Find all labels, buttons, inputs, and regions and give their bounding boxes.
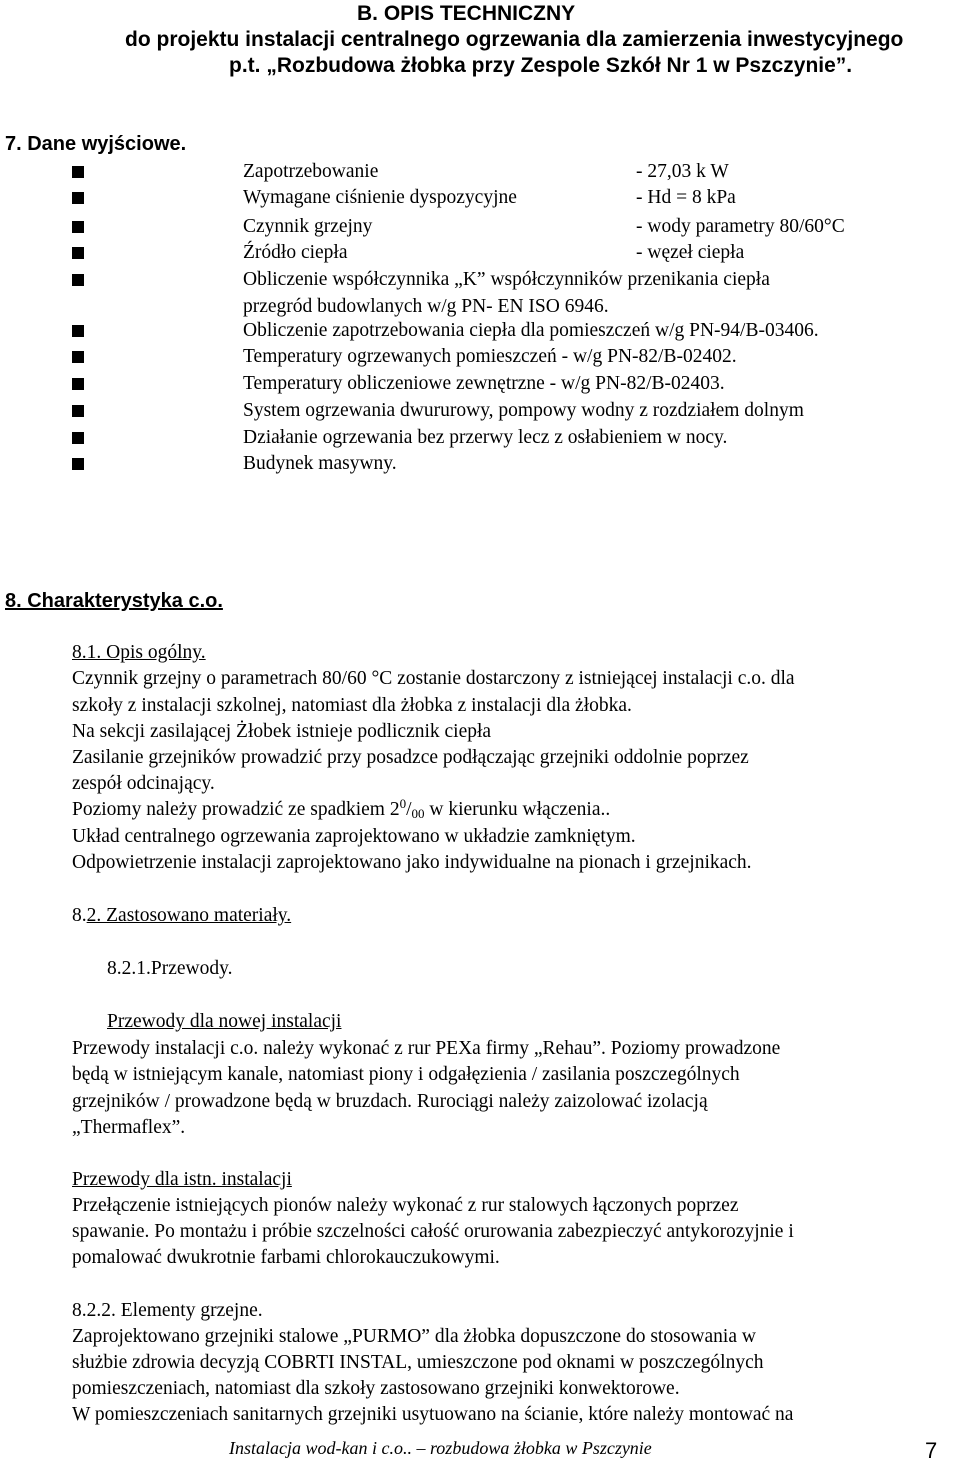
bullet-icon (72, 274, 84, 286)
slope-subscript: 00 (411, 806, 425, 821)
section-7-heading: 7. Dane wyjściowe. (5, 133, 187, 155)
section-8-1-title: 8.1. Opis ogólny. (72, 642, 206, 663)
bullet-icon (72, 325, 84, 337)
page-number: 7 (925, 1438, 938, 1463)
slope-text-end: w kierunku włączenia.. (424, 799, 611, 820)
list-item: System ogrzewania dwururowy, pompowy wodny z rozdziałem dolnym (243, 400, 804, 421)
bullet-icon (72, 405, 84, 417)
existing-installation-heading: Przewody dla istn. instalacji (72, 1169, 292, 1190)
paragraph-line: zespół odcinający. (72, 773, 215, 794)
section-8-2-2-title: 8.2.2. Elementy grzejne. (72, 1300, 263, 1321)
section-8-2-1-title: 8.2.1.Przewody. (107, 958, 233, 979)
paragraph-line: „Thermaflex”. (72, 1117, 186, 1138)
bullet-icon (72, 432, 84, 444)
doc-subtitle: do projektu instalacji centralnego ogrzewania dla zamierzenia inwestycyjnego (125, 28, 904, 51)
param-value: - 27,03 k W (636, 161, 729, 182)
paragraph-line: Układ centralnego ogrzewania zaprojektowano w układzie zamkniętym. (72, 826, 636, 847)
list-item-continuation: przegród budowlanych w/g PN- EN ISO 6946. (243, 296, 609, 317)
paragraph-line: Czynnik grzejny o parametrach 80/60 °C zostanie dostarczony z istniejącej instalacji c.o. dla (72, 668, 795, 689)
paragraph-line: Przełączenie istniejących pionów należy wykonać z rur stalowych łączonych poprzez (72, 1195, 739, 1216)
param-value: - Hd = 8 kPa (636, 187, 736, 208)
paragraph-line: pomieszczeniach, natomiast dla szkoły zastosowano grzejniki konwektorowe. (72, 1378, 680, 1399)
bullet-icon (72, 458, 84, 470)
paragraph-line: będą w istniejącym kanale, natomiast piony i odgałęzienia / zasilania poszczególnych (72, 1064, 740, 1085)
doc-project-name: p.t. „Rozbudowa żłobka przy Zespole Szkół Nr 1 w Pszczynie”. (229, 54, 853, 77)
slope-superscript: 0 (399, 796, 407, 811)
paragraph-line: Zaprojektowano grzejniki stalowe „PURMO” dla żłobka dopuszczone do stosowania w (72, 1326, 756, 1347)
bullet-icon (72, 351, 84, 363)
bullet-icon (72, 247, 84, 259)
section-8-heading: 8. Charakterystyka c.o. (5, 590, 223, 612)
list-item: Budynek masywny. (243, 453, 397, 474)
section-8-2-label: 2. Zastosowano materiały. (86, 905, 292, 926)
param-label: Wymagane ciśnienie dyspozycyjne (243, 187, 517, 208)
list-item: Temperatury obliczeniowe zewnętrzne - w/g PN-82/B-02403. (243, 373, 725, 394)
param-label: Zapotrzebowanie (243, 161, 379, 182)
page-footer: Instalacja wod-kan i c.o.. – rozbudowa żłobka w Pszczynie (229, 1438, 652, 1458)
section-8-2-number: 8. (72, 905, 87, 926)
paragraph-line: spawanie. Po montażu i próbie szczelności całość orurowania zabezpieczyć antykorozyjnie i (72, 1221, 794, 1242)
bullet-icon (72, 221, 84, 233)
doc-title: B. OPIS TECHNICZNY (357, 2, 576, 25)
paragraph-line: Zasilanie grzejników prowadzić przy posadzce podłączając grzejniki oddolnie poprzez (72, 747, 749, 768)
paragraph-line: W pomieszczeniach sanitarnych grzejniki usytuowano na ścianie, które należy montować na (72, 1404, 794, 1425)
bullet-icon (72, 378, 84, 390)
param-value: - wody parametry 80/60°C (636, 216, 845, 237)
param-label: Źródło ciepła (243, 242, 348, 263)
slope-text: Poziomy należy prowadzić ze spadkiem 2 (72, 799, 400, 820)
list-item: Obliczenie zapotrzebowania ciepła dla pomieszczeń w/g PN-94/B-03406. (243, 320, 819, 341)
paragraph-line: Na sekcji zasilającej Żłobek istnieje podlicznik ciepła (72, 721, 492, 742)
param-value: - węzeł ciepła (636, 242, 745, 263)
section-8-2-title (72, 906, 291, 926)
list-item: Obliczenie współczynnika „K” współczynników przenikania ciepła (243, 269, 770, 290)
paragraph-line: służbie zdrowia decyzją COBRTI INSTAL, umieszczone pod oknami w poszczególnych (72, 1352, 764, 1373)
slope-slash: / (406, 799, 412, 820)
bullet-icon (72, 166, 84, 178)
slope-line (72, 796, 611, 821)
paragraph-line: pomalować dwukrotnie farbami chlorokauczukowymi. (72, 1247, 500, 1268)
paragraph-line: grzejników / prowadzone będą w bruzdach. Rurociągi należy zaizolować izolacją (72, 1091, 708, 1112)
bullet-icon (72, 192, 84, 204)
paragraph-line: szkoły z instalacji szkolnej, natomiast dla żłobka z instalacji dla żłobka. (72, 695, 632, 716)
list-item: Temperatury ogrzewanych pomieszczeń - w/g PN-82/B-02402. (243, 346, 737, 367)
paragraph-line: Przewody instalacji c.o. należy wykonać z rur PEXa firmy „Rehau”. Poziomy prowadzone (72, 1038, 781, 1059)
new-installation-heading: Przewody dla nowej instalacji (107, 1011, 342, 1032)
paragraph-line: Odpowietrzenie instalacji zaprojektowano jako indywidualne na pionach i grzejnikach. (72, 852, 752, 873)
list-item: Działanie ogrzewania bez przerwy lecz z osłabieniem w nocy. (243, 427, 728, 448)
param-label: Czynnik grzejny (243, 216, 373, 237)
